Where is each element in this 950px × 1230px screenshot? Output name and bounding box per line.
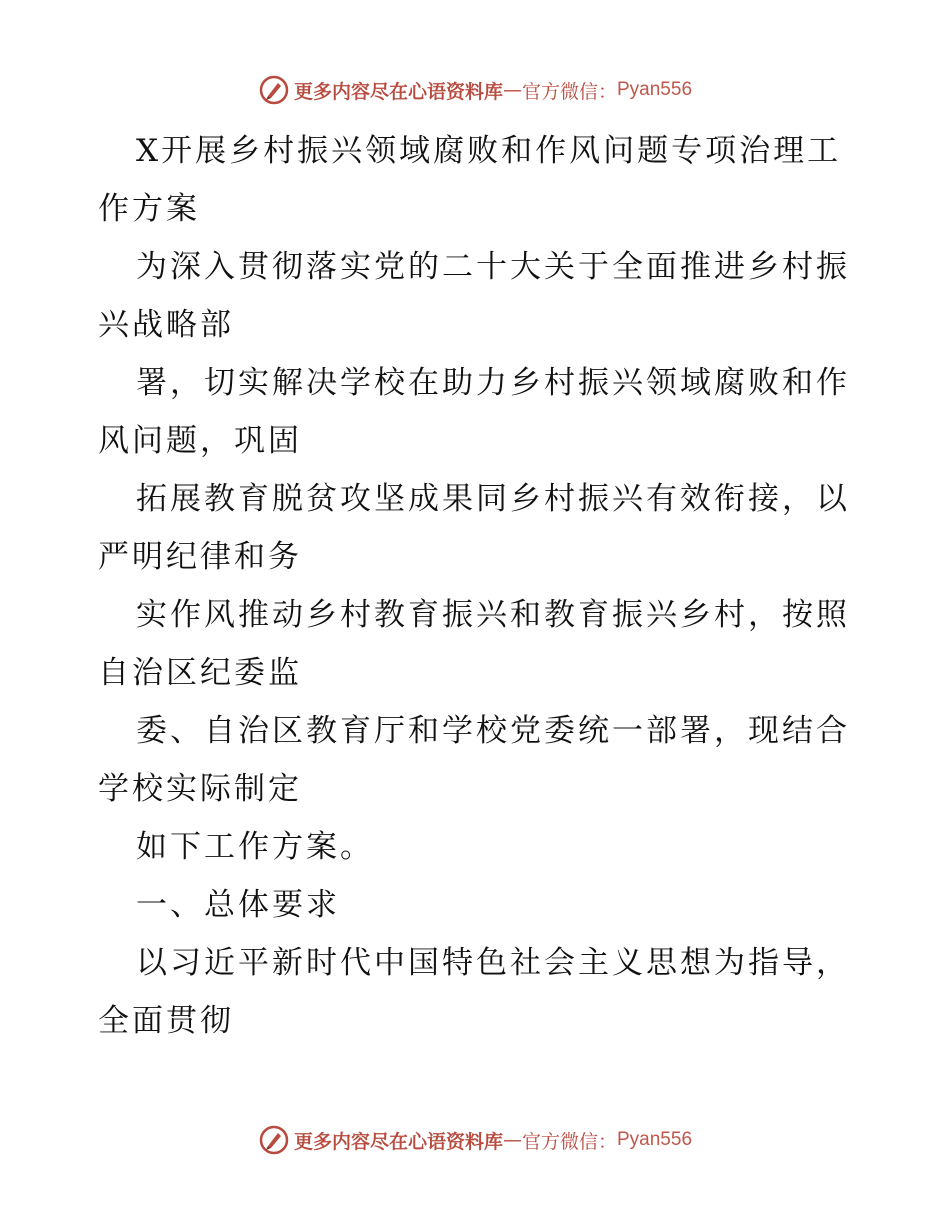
paragraph-line: 拓展教育脱贫攻坚成果同乡村振兴有效衔接，以	[136, 481, 850, 517]
header-watermark	[0, 72, 950, 108]
paragraph-line: 全面贯彻	[98, 1003, 234, 1039]
section-heading: 一、总体要求	[136, 887, 340, 923]
watermark-official-label: 官方微信：	[521, 1130, 617, 1153]
paragraph-line: 如下工作方案。	[136, 829, 374, 865]
paragraph-line: 实作风推动乡村教育振兴和教育振兴乡村，按照	[136, 597, 850, 633]
watermark-official-label: 官方微信：	[521, 80, 617, 103]
footer-watermark	[0, 1122, 950, 1158]
watermark-site-text: 更多内容尽在心语资料库	[293, 1130, 503, 1153]
paragraph-line: 严明纪律和务	[98, 539, 302, 575]
paragraph-line: 自治区纪委监	[98, 655, 302, 691]
watermark-wechat-id: Pyan556	[617, 1129, 693, 1150]
paragraph-line: 风问题，巩固	[98, 423, 302, 459]
paragraph-line: 以习近平新时代中国特色社会主义思想为指导，	[136, 945, 850, 981]
watermark-dash: —	[502, 79, 522, 101]
watermark-dash: —	[502, 1129, 522, 1151]
title-line-2: 作方案	[98, 191, 200, 227]
paragraph-line: 署，切实解决学校在助力乡村振兴领域腐败和作	[136, 365, 850, 401]
pen-logo-icon	[258, 1124, 290, 1156]
paragraph-line: 兴战略部	[98, 307, 234, 343]
paragraph-line: 委、自治区教育厅和学校党委统一部署，现结合	[136, 713, 850, 749]
paragraph-line: 为深入贯彻落实党的二十大关于全面推进乡村振	[136, 249, 850, 285]
watermark-wechat-id: Pyan556	[617, 79, 693, 100]
title-line-1: X开展乡村振兴领域腐败和作风问题专项治理工	[136, 133, 842, 169]
pen-logo-icon	[258, 74, 290, 106]
watermark-site-text: 更多内容尽在心语资料库	[293, 80, 503, 103]
paragraph-line: 学校实际制定	[98, 771, 302, 807]
document-body	[98, 122, 858, 1050]
